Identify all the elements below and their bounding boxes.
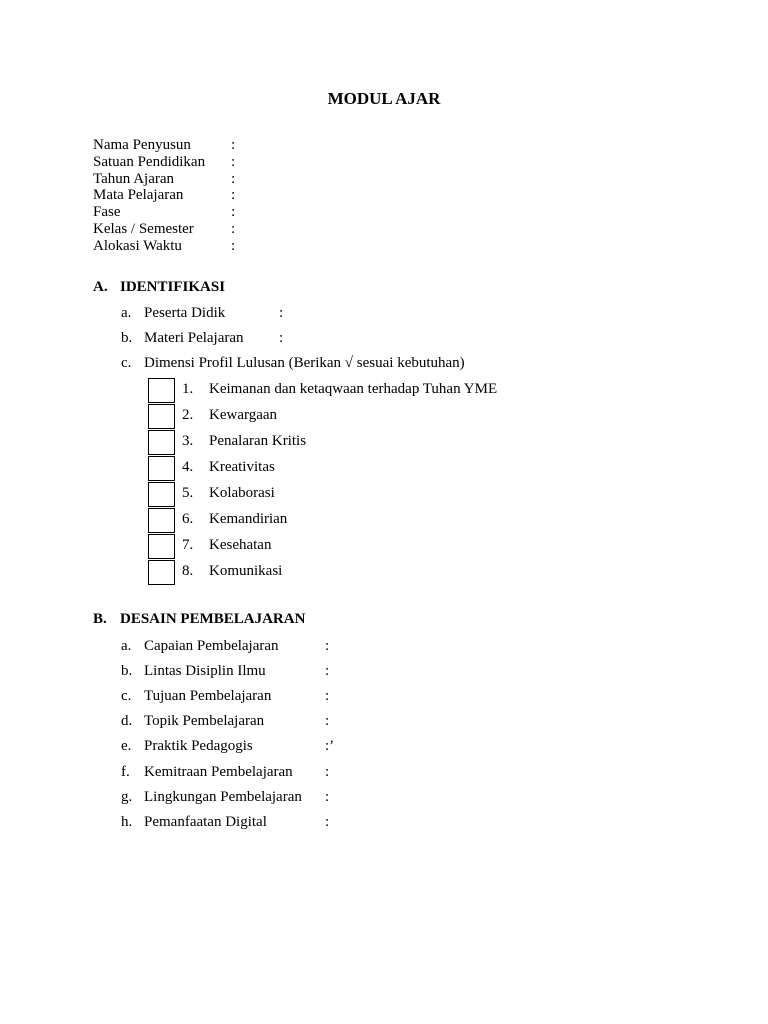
item-separator: : xyxy=(325,688,330,704)
field-label: Kelas / Semester xyxy=(93,221,194,237)
page-title: MODUL AJAR xyxy=(327,89,441,108)
dimension-label: Kesehatan xyxy=(209,537,272,553)
dimension-number: 1. xyxy=(182,381,194,397)
checkbox[interactable] xyxy=(148,404,175,429)
item-label: Praktik Pedagogis xyxy=(144,738,253,754)
item-label: Topik Pembelajaran xyxy=(144,713,265,729)
item-separator: : xyxy=(325,789,330,805)
section-a-title: IDENTIFIKASI xyxy=(120,279,226,295)
section-b-letter: B. xyxy=(93,611,107,627)
item-label: Lintas Disiplin Ilmu xyxy=(144,663,266,679)
item-separator: : xyxy=(325,713,330,729)
field-label: Fase xyxy=(93,204,121,220)
dimension-label: Penalaran Kritis xyxy=(209,433,307,449)
dimension-number: 2. xyxy=(182,407,194,423)
field-label: Satuan Pendidikan xyxy=(93,154,206,170)
item-separator: : xyxy=(325,814,330,830)
checkbox[interactable] xyxy=(148,508,175,533)
dimension-number: 7. xyxy=(182,537,194,553)
dimension-label: Kreativitas xyxy=(209,459,275,475)
item-letter: f. xyxy=(121,764,130,780)
checkbox[interactable] xyxy=(148,430,175,455)
item-label: Tujuan Pembelajaran xyxy=(144,688,272,704)
field-separator: : xyxy=(231,221,236,237)
dimension-number: 8. xyxy=(182,563,194,579)
item-letter: c. xyxy=(121,355,132,371)
item-label: Peserta Didik xyxy=(144,305,226,321)
item-letter: b. xyxy=(121,330,133,346)
dimension-label: Komunikasi xyxy=(209,563,283,579)
item-letter: a. xyxy=(121,305,132,321)
field-label: Alokasi Waktu xyxy=(93,238,182,254)
item-letter: a. xyxy=(121,638,132,654)
section-b-title: DESAIN PEMBELAJARAN xyxy=(120,611,306,627)
item-label: Capaian Pembelajaran xyxy=(144,638,279,654)
field-separator: : xyxy=(231,238,236,254)
item-letter: d. xyxy=(121,713,133,729)
dimension-number: 4. xyxy=(182,459,194,475)
checkbox[interactable] xyxy=(148,482,175,507)
item-letter: b. xyxy=(121,663,133,679)
field-label: Mata Pelajaran xyxy=(93,187,184,203)
section-a-letter: A. xyxy=(93,279,108,295)
item-letter: e. xyxy=(121,738,132,754)
item-letter: c. xyxy=(121,688,132,704)
field-separator: : xyxy=(231,171,236,187)
dimension-number: 5. xyxy=(182,485,194,501)
item-letter: g. xyxy=(121,789,133,805)
item-separator: : xyxy=(325,764,330,780)
dimension-label: Kewargaan xyxy=(209,407,278,423)
field-separator: : xyxy=(231,187,236,203)
item-label: Kemitraan Pembelajaran xyxy=(144,764,293,780)
item-label: Materi Pelajaran xyxy=(144,330,244,346)
dimension-number: 3. xyxy=(182,433,194,449)
field-separator: : xyxy=(231,154,236,170)
field-separator: : xyxy=(231,204,236,220)
item-separator: : xyxy=(325,638,330,654)
dimension-label: Keimanan dan ketaqwaan terhadap Tuhan YME xyxy=(209,381,498,397)
checkbox[interactable] xyxy=(148,456,175,481)
dimension-label: Kolaborasi xyxy=(209,485,275,501)
item-label: Lingkungan Pembelajaran xyxy=(144,789,302,805)
item-letter: h. xyxy=(121,814,133,830)
item-label: Pemanfaatan Digital xyxy=(144,814,267,830)
checkbox[interactable] xyxy=(148,560,175,585)
item-separator: : xyxy=(279,305,284,321)
field-label: Nama Penyusun xyxy=(93,137,191,153)
field-separator: : xyxy=(231,137,236,153)
checkbox[interactable] xyxy=(148,534,175,559)
item-separator: : xyxy=(279,330,284,346)
item-separator: :’ xyxy=(325,738,335,754)
dimension-number: 6. xyxy=(182,511,194,527)
checkbox[interactable] xyxy=(148,378,175,403)
dimension-label: Kemandirian xyxy=(209,511,288,527)
item-separator: : xyxy=(325,663,330,679)
item-label: Dimensi Profil Lulusan (Berikan √ sesuai kebutuhan) xyxy=(144,355,465,371)
field-label: Tahun Ajaran xyxy=(93,171,175,187)
